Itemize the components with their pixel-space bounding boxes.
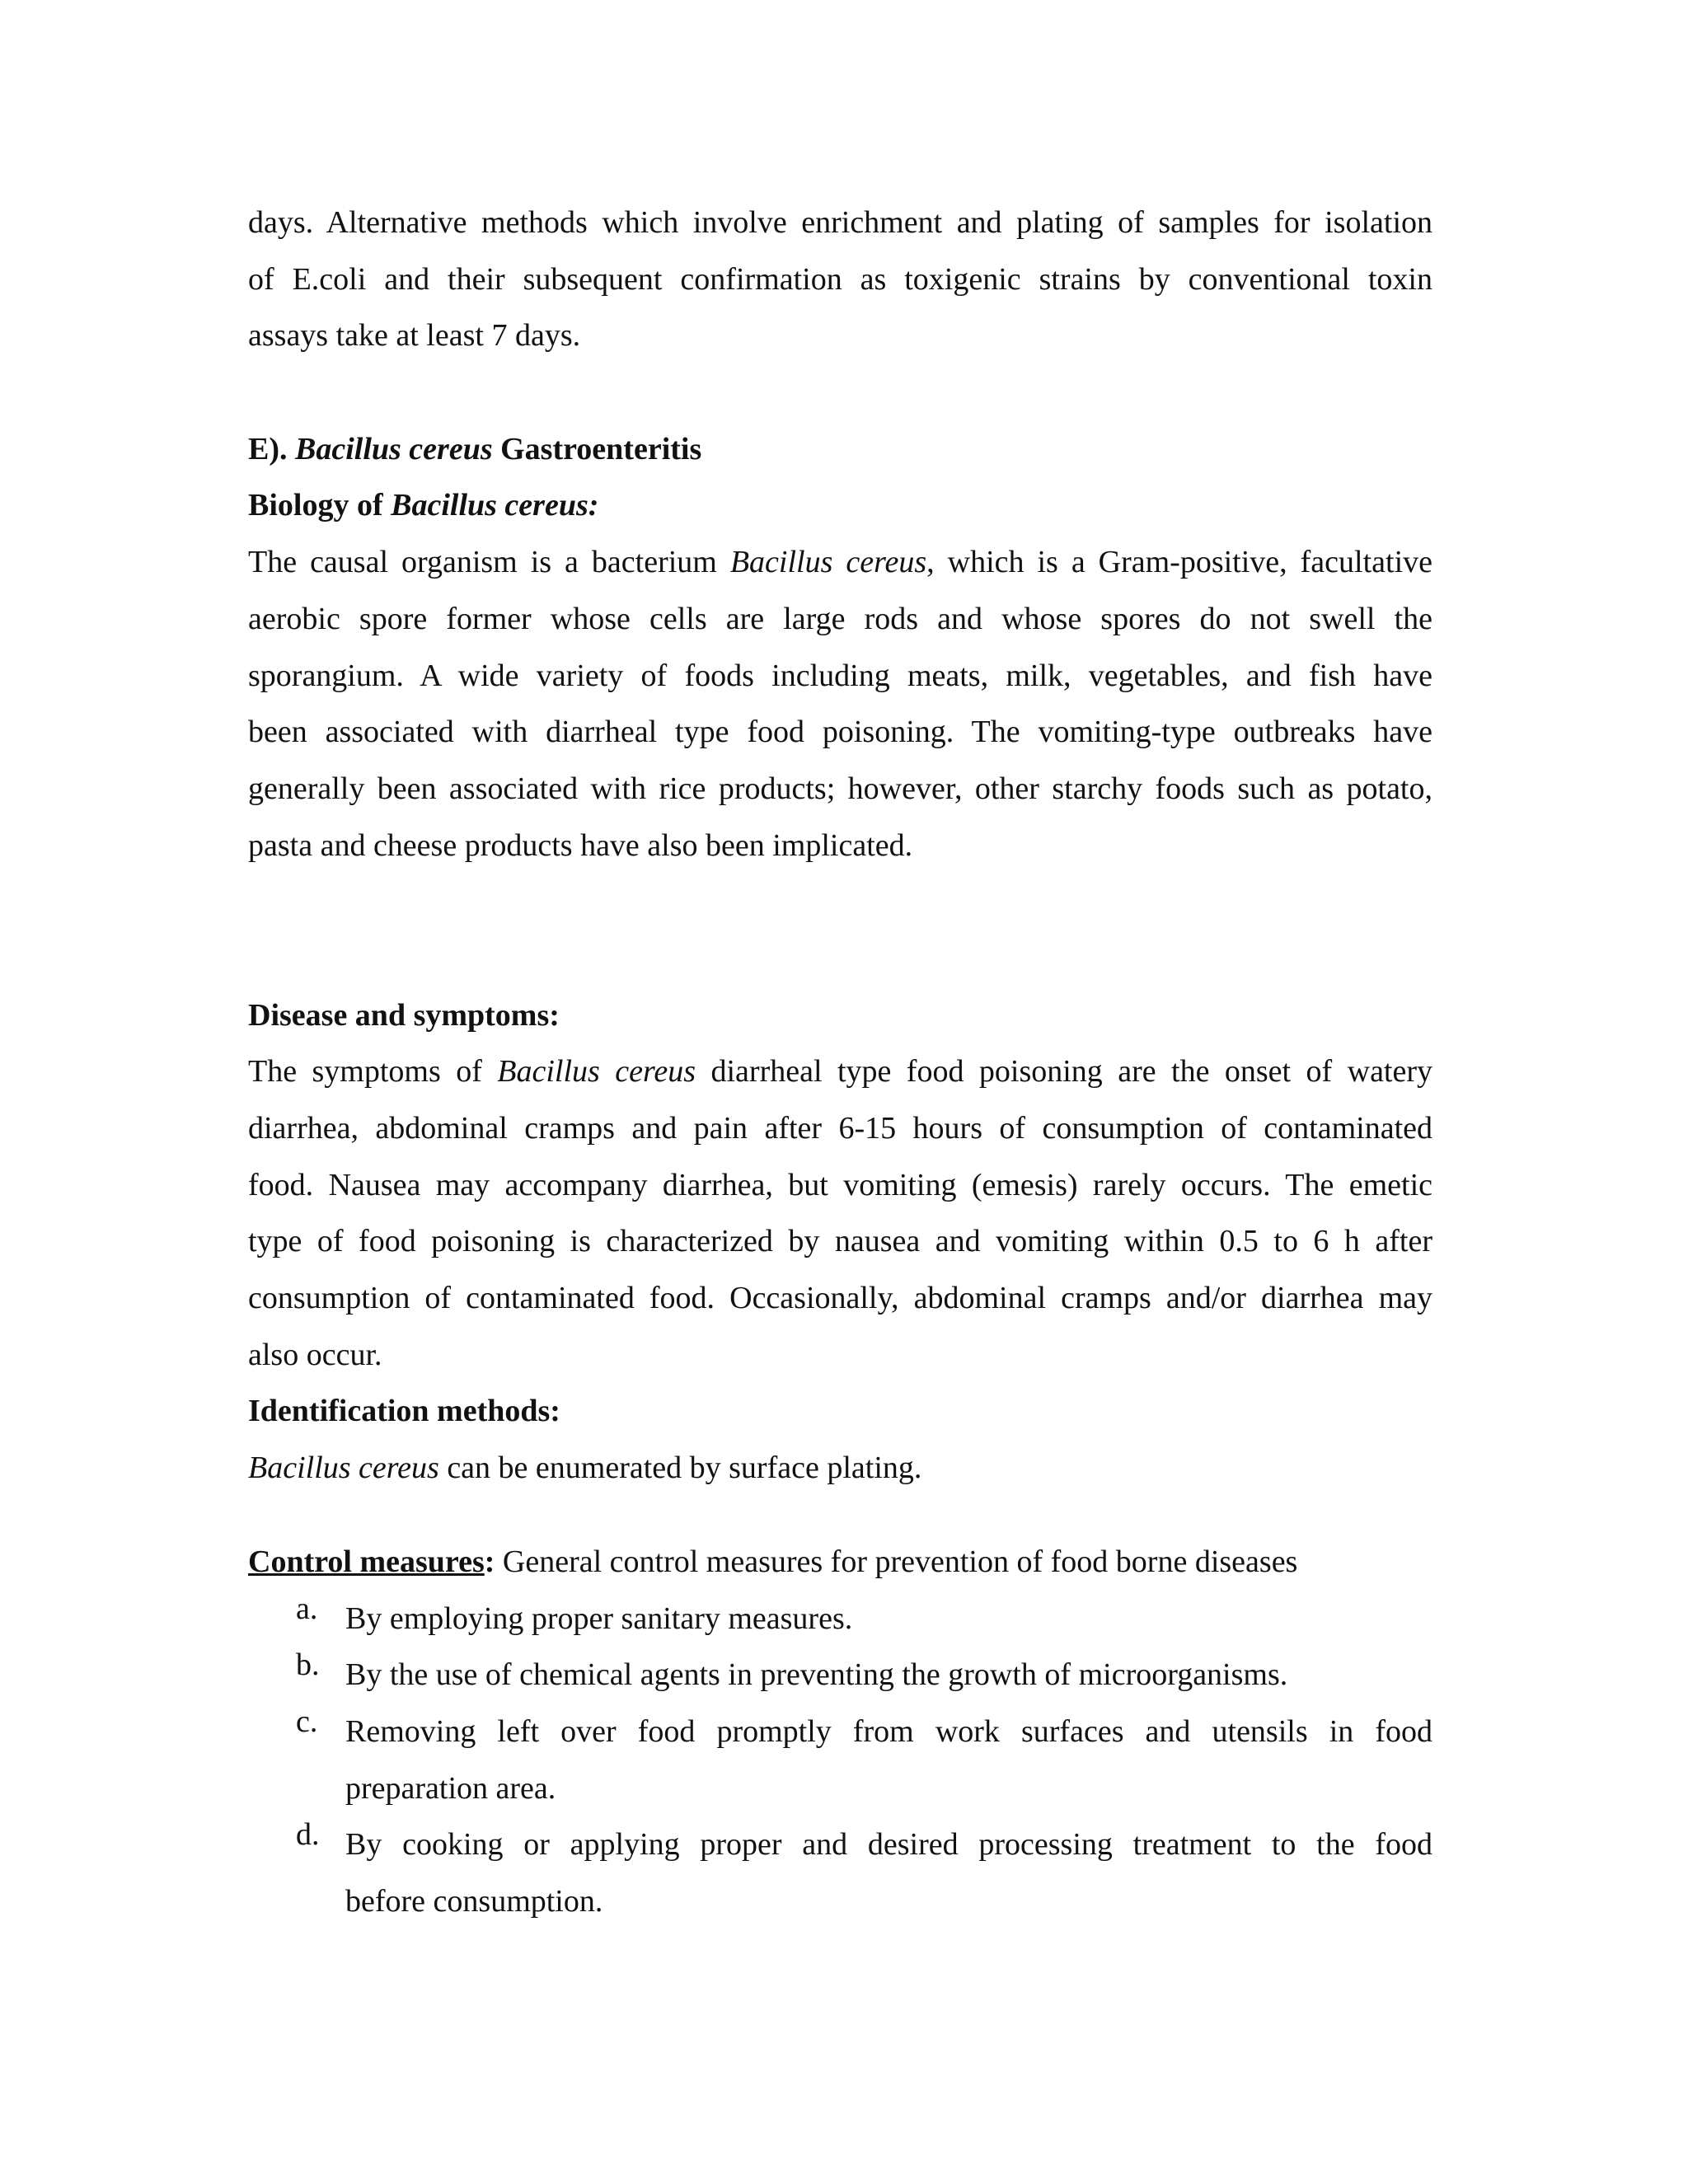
control-heading-line [248, 1534, 1432, 1591]
list-item [248, 1647, 1432, 1704]
list-item-text: By employing proper sanitary measures. [345, 1601, 853, 1636]
intro-line-3: assays take at least 7 days. [248, 318, 581, 354]
spacer [248, 364, 1432, 421]
biology-line1-suffix: , which is a Gram-positive, facultative [926, 545, 1433, 580]
disease-line1-organism: Bacillus cereus [497, 1054, 696, 1090]
list-item-text-cont: preparation area. [345, 1770, 556, 1806]
list-marker: c. [296, 1704, 318, 1739]
intro-line-2: of E.coli and their subsequent confirmation as toxigenic strains by conventional toxin [248, 261, 1432, 297]
biology-line-5: generally been associated with rice products; however, other starchy foods such as potato, [248, 771, 1432, 806]
disease-line-2: diarrhea, abdominal cramps and pain after 6-15 hours of consumption of contaminated [248, 1111, 1432, 1146]
disease-line-3: food. Nausea may accompany diarrhea, but vomiting (emesis) rarely occurs. The emetic [248, 1167, 1432, 1202]
biology-line1-organism: Bacillus cereus [729, 545, 927, 580]
biology-line-2: aerobic spore former whose cells are large rods and whose spores do not swell the [248, 601, 1432, 636]
list-item-text: By cooking or applying proper and desired processing treatment to the food [345, 1827, 1432, 1863]
list-marker: d. [296, 1817, 320, 1853]
section-e-organism: Bacillus cereus [295, 431, 493, 466]
document-page [248, 194, 1432, 1930]
list-item-text: By the use of chemical agents in preventing the growth of microorganisms. [345, 1657, 1288, 1693]
biology-paragraph [248, 534, 1432, 874]
disease-line1-suffix: diarrheal type food poisoning are the onset of watery [710, 1054, 1433, 1090]
list-item [248, 1591, 1432, 1647]
biology-heading [248, 477, 1432, 534]
control-intro: General control measures for prevention of food borne diseases [502, 1544, 1298, 1579]
disease-line1-prefix: The symptoms of [248, 1054, 482, 1090]
identification-organism: Bacillus cereus [248, 1451, 439, 1486]
list-item [248, 1704, 1432, 1816]
section-e-suffix: Gastroenteritis [500, 431, 702, 466]
disease-line-6: also occur. [248, 1337, 382, 1372]
disease-heading: Disease and symptoms: [248, 997, 560, 1033]
control-colon: : [484, 1544, 495, 1579]
list-item-text-cont: before consumption. [345, 1883, 603, 1919]
intro-line-1: days. Alternative methods which involve enrichment and plating of samples for isolation [248, 205, 1432, 240]
disease-paragraph [248, 1043, 1432, 1383]
biology-heading-prefix: Biology of [248, 488, 383, 523]
spacer [248, 1497, 1432, 1534]
biology-heading-organism: Bacillus cereus: [391, 488, 599, 523]
identification-body: can be enumerated by surface plating. [447, 1451, 922, 1486]
section-e-heading [248, 421, 1432, 478]
identification-text [248, 1440, 1432, 1497]
biology-line-6: pasta and cheese products have also been implicated. [248, 827, 913, 863]
spacer [248, 874, 1432, 987]
list-item [248, 1816, 1432, 1929]
section-e-prefix: E). [248, 431, 288, 466]
biology-line-1 [248, 534, 1432, 591]
identification-heading: Identification methods: [248, 1394, 560, 1429]
disease-line-1 [248, 1043, 1432, 1100]
list-marker: a. [296, 1591, 318, 1626]
control-list [248, 1591, 1432, 1930]
list-item-text: Removing left over food promptly from work surfaces and utensils in food [345, 1713, 1432, 1749]
list-marker: b. [296, 1647, 320, 1683]
biology-line-3: sporangium. A wide variety of foods including meats, milk, vegetables, and fish have [248, 658, 1432, 693]
biology-line1-prefix: The causal organism is a bacterium [248, 545, 717, 580]
biology-line-4: been associated with diarrheal type food poisoning. The vomiting-type outbreaks have [248, 715, 1432, 750]
control-heading: Control measures [248, 1544, 485, 1579]
intro-paragraph [248, 194, 1432, 364]
disease-line-4: type of food poisoning is characterized by nausea and vomiting within 0.5 to 6 h after [248, 1224, 1432, 1259]
disease-line-5: consumption of contaminated food. Occasionally, abdominal cramps and/or diarrhea may [248, 1281, 1432, 1316]
